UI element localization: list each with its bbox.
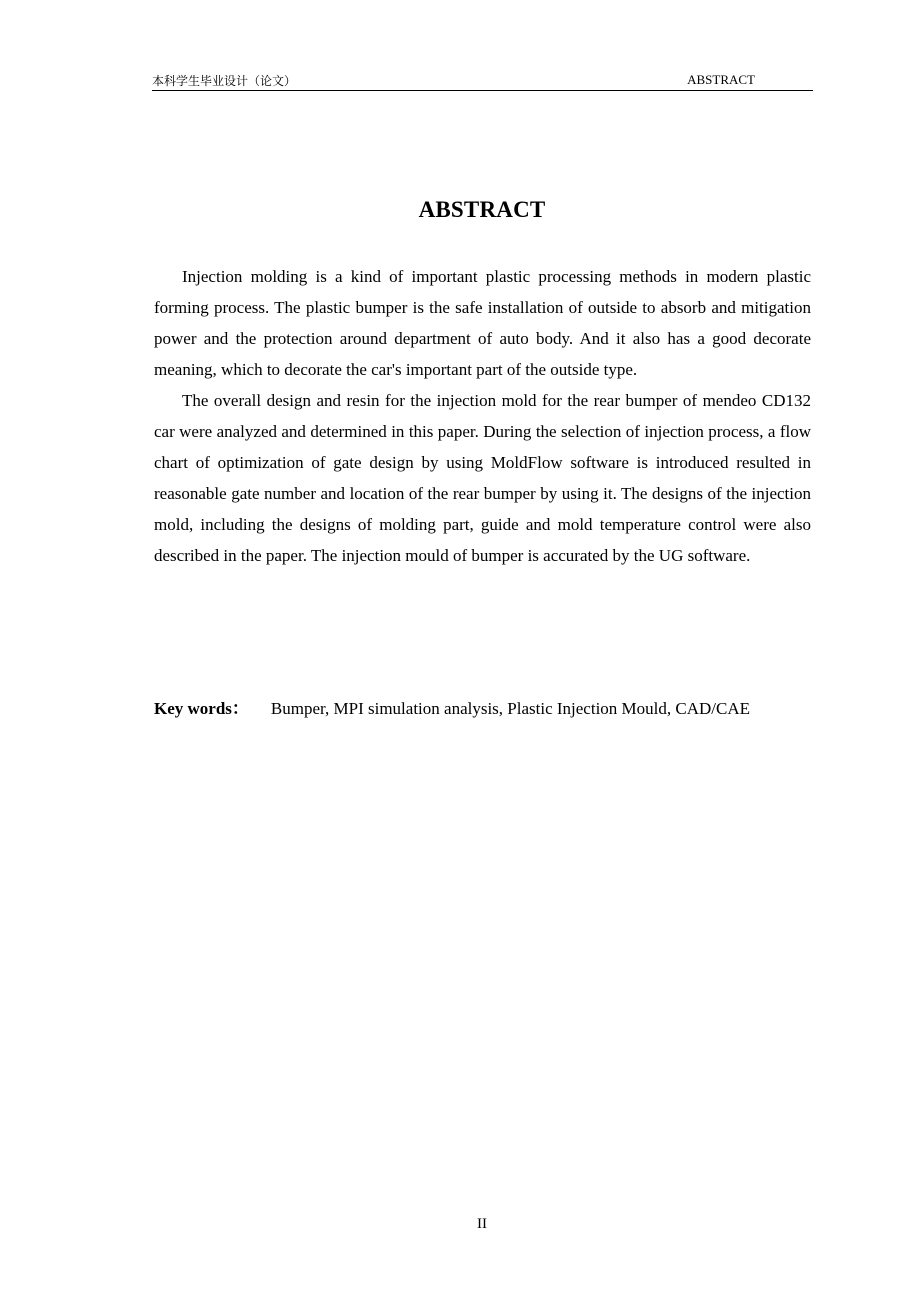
page-header (152, 68, 813, 91)
abstract-body (154, 261, 811, 571)
keywords-value: Bumper, MPI simulation analysis, Plastic Injection Mould, CAD/CAE (270, 699, 750, 718)
keywords-label: Key words： (154, 699, 249, 718)
header-section-title: ABSTRACT (687, 72, 755, 87)
abstract-paragraph-1: Injection molding is a kind of important plastic processing methods in modern plastic forming process. The plastic bumper is the safe installation of outside to absorb and mitigation power and the protection around department of auto body. And it also has a good decorate meaning, which to decorate the car's important part of the outside type. (154, 267, 811, 379)
page-title: ABSTRACT (418, 197, 546, 222)
page-number: II (477, 1216, 487, 1232)
abstract-paragraph-2: The overall design and resin for the injection mold for the rear bumper of mendeo CD132 car were analyzed and determined in this paper. During the selection of injection process, a flow chart of optimization of gate design by using MoldFlow software is introduced resulted in reasonable gate number and location of the rear bumper by using it. The designs of the injection mold, including the designs of molding part, guide and mold temperature control were also described in the paper. The injection mould of bumper is accurated by the UG software. (154, 391, 811, 565)
keywords-line (154, 693, 811, 724)
header-thesis-title: 本科学生毕业设计（论文） (152, 74, 297, 88)
